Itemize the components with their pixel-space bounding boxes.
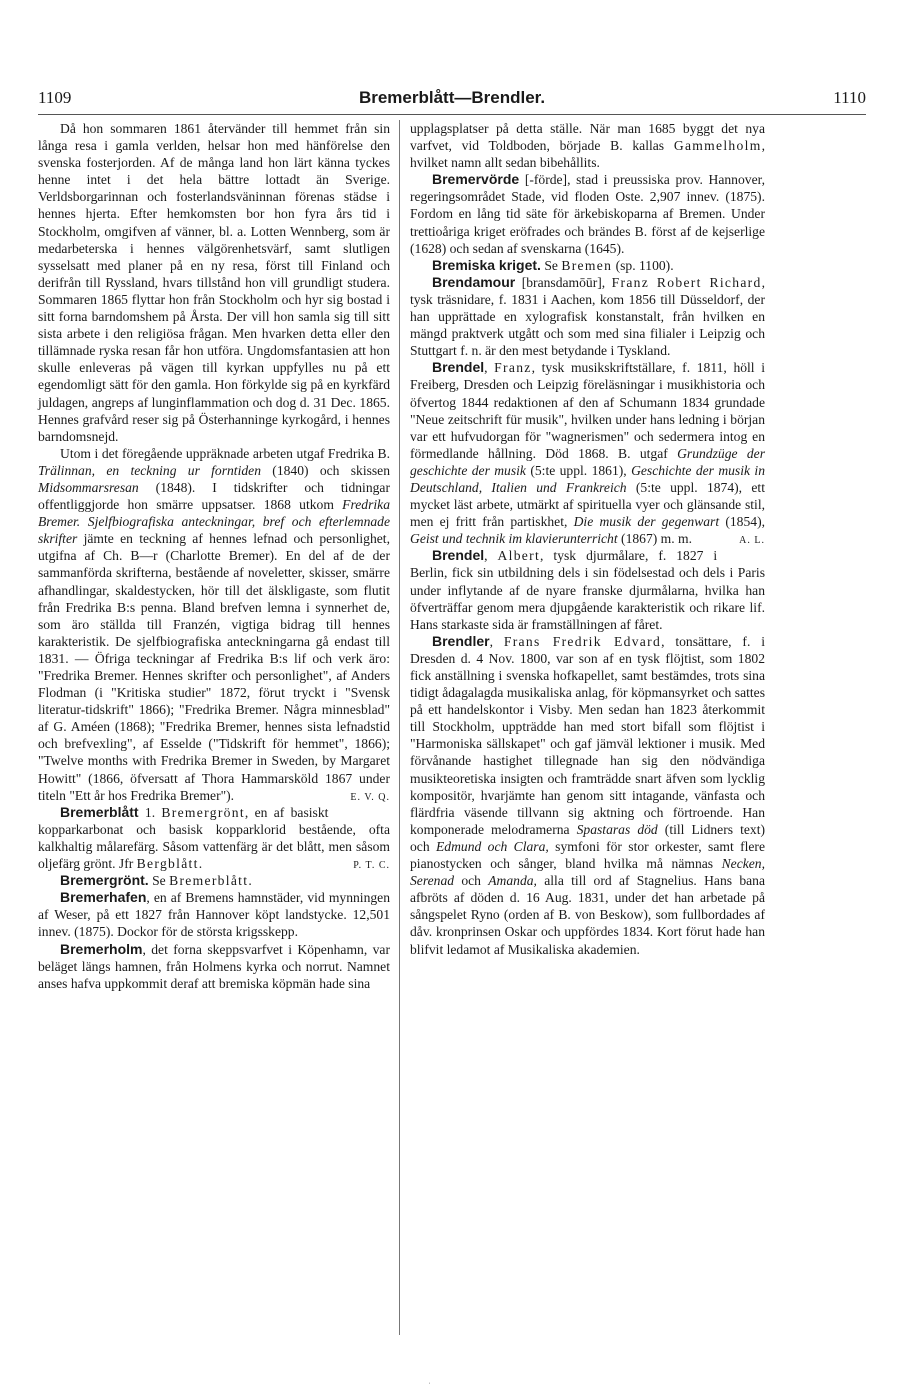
paragraph: Då hon sommaren 1861 återvänder till hemmet från sin långa resa i gamla verlden, helsar hon med hänförelse den svenska fosterjorden. Af de många land hon lärt känna tyckes henne intet i det hela bättre lottadt än Sverige. Verldsborgarinnan och fosterlandsväninnan förenas städse i hennes hjerta. Efter hemkomsten bor hon fyra års tid i Stockholm, omgifven af vänner, bl. a. Lotten Wennberg, som är medarbeterska i hennes välgörenhetsvärf, samt slutligen sysselsatt med planer på en ny resa, först till Finland och derifrån till Ryssland, hvars tillstånd hon vill grundligt studera. Sommaren 1865 flyttar hon från Stockholm och hyr sig bostad i sitt forna barndomshem på Årsta. Der vill hon samla sig till sitt sista arbete i den religiösa frågan. Men hvarken detta eller den tillämnade ryska resan får hon utföra. Ungdomsfantasien att hon skulle enleveras på vägen till kyrkan uppfylles nu på ett egendomligt sätt för den gamla. Hon förkylde sig på en kyrkfärd juldagen, angreps af lunginflammation och dog d. 31 Dec. 1865. Hennes grafvård reser sig på Österhanninge kyrkogård, i hennes barndomsnejd. xyxy=(38,121,390,444)
author-signature: E. V. Q. xyxy=(350,791,390,803)
paragraph-continued: upplagsplatser på detta ställe. När man 1685 byggt det nya varfvet, vid Toldboden, började B. kallas Gammelholm, hvilket namn allt sedan bibehållits. xyxy=(410,121,765,171)
headword: Brendamour xyxy=(432,273,516,290)
header-rule xyxy=(38,114,866,115)
headword: Brendel xyxy=(432,547,485,564)
entry-brendel-franz: Brendel, Franz, tysk musikskriftställare, f. 1811, höll i Freiberg, Dresden och Leipzig föreläsningar i musikhistoria och öfvertog 1844 redaktionen af den af Schumann 1834 grundade "Neue zeitschrift für musik", hvilken under hans ledning i början var ett hufvudorgan för "wagnerismen" och sedermera intog en förmedlande hållning. Död 1868. B. utgaf Grundzüge der geschichte der musik (5:te uppl. 1861), Geschichte der musik in Deutschland, Italien und Frankreich (5:te uppl. 1874), ett mycket läst arbete, utmärkt af spirituella vyer och glänsande stil, men ej fritt från partiskhet, Die musik der gegenwart (1854), Geist und technik im klavierunterricht (1867) m. m. A. L. xyxy=(410,359,765,547)
headword: Bremerblått xyxy=(60,803,139,820)
entry-bremiska-kriget: Bremiska kriget. Se Bremen (sp. 1100). xyxy=(432,256,674,273)
headword: Brendler xyxy=(432,632,490,649)
headword: Brendel xyxy=(432,359,485,376)
page-number-right: 1110 xyxy=(833,88,866,107)
right-column xyxy=(410,120,765,958)
running-title: Bremerblått—Brendler. xyxy=(358,88,546,107)
paragraph: Utom i det föregående uppräknade arbeten utgaf Fredrika B. Trälinnan, en teckning ur forntiden (1840) och skissen Midsommarsresan (1848). I tidskrifter och tidningar offentliggjorde hon smärre uppsatser. 1868 utkom Fredrika Bremer. Sjelfbiografiska anteckningar, bref och efterlemnade skrifter jämte en teckning af hennes lefnad och personlighet, utgifna af Ch. B—r (Charlotte Bremer). En del af de der sammanförda skrifterna, bestående af noveletter, skisser, smärre afhandlingar, skaldestycken, hör till det älskligaste, som flutit från Fredrika B:s penna. Bland brefven lemna i synnerhet de, som äro ställda till Franzén, vigtiga bidrag till hennes karakteristik. De sjelfbiografiska anteckningarna gå endast till 1831. — Öfriga teckningar af Fredrika B:s lif och verk äro: "Fredrika Bremer. Hennes skrifter och personlighet", af Anders Flodman (i "Kritiska studier" 1872, förut tryckt i "Svensk literatur-tidskrift" 1866); "Fredrika Bremer. Några minnesblad" af G. Améen (1868); "Fredrika Bremer, hennes sista lefnadstid och brefvexling", af Esselde ("Tidskrift för hemmet", 1866); "Twelve months with Fredrika Bremer in Sweden, by Margaret Howitt" (1866, öfversatt af Thora Hammarsköld 1867 under titeln "Ett år hos Fredrika Bremer"). E. V. Q. xyxy=(38,445,390,804)
column-divider xyxy=(399,120,400,1335)
entry-brendamour: Brendamour [bransdamōūr], Franz Robert Richard, tysk träsnidare, f. 1831 i Aachen, kom 1856 till Düsseldorf, der han upprättade en xylografisk konstanstalt, från hvilken en mängd praktverk utgått och som med sina filialer i Leipzig och Stuttgart f. n. är den mest betydande i Tyskland. xyxy=(410,273,766,359)
print-speck: ˌ xyxy=(428,1374,431,1384)
headword: Bremiska kriget. xyxy=(432,256,541,273)
author-signature: A. L. xyxy=(739,535,765,547)
left-column xyxy=(38,120,390,992)
headword: Bremerhafen xyxy=(60,889,147,906)
headword: Bremervörde xyxy=(432,171,520,188)
entry-brendel-albert: Brendel, Albert, tysk djurmålare, f. 1827 i Berlin, fick sin utbildning dels i sin födelsestad och dels i Paris under inflytande af de nyare franske djurmålarna, hvilka han öfverträffar genom mera djupgående karakteristik och rikare lif. Hans starkaste sida är framställningen af fåret. xyxy=(410,547,765,632)
entry-bremerhafen: Bremerhafen, en af Bremens hamnstäder, vid mynningen af Weser, på ett 1827 från Hannover köpt landstycke. 12,501 innev. (1875). Dockor för de största krigsskepp. xyxy=(38,889,390,940)
entry-bremergront: Bremergrönt. Se Bremerblått. xyxy=(60,872,252,889)
headword: Bremergrönt. xyxy=(60,872,149,889)
entry-bremervorde: Bremervörde [-förde], stad i preussiska prov. Hannover, regeringsområdet Stade, vid floden Oste. 2,907 innev. (1875). Fordom en lång tid säte för ärkebiskoparna af Bremen. Under trettioåriga kriget eröfrades och brändes B. först af de kejserlige (1628) och sedan af svenskarna (1645). xyxy=(410,171,765,256)
headword: Bremerholm xyxy=(60,940,143,957)
page-header xyxy=(38,88,866,110)
entry-bremerblatt: Bremerblått 1. Bremergrönt, en af basiskt kopparkarbonat och basisk kopparklorid bestående, ofta kalkhaltig målarefärg. Såsom vattenfärg är det blått, men såsom oljefärg grönt. Jfr Bergblått. P. T. C. xyxy=(38,804,390,872)
entry-brendler: Brendler, Frans Fredrik Edvard, tonsättare, f. i Dresden d. 4 Nov. 1800, var son af en tysk flöjtist, som 1802 fick anställning i svenska hofkapellet, samt bestämdes, trots sina tidigt ådagalagda musikaliska anlag, för köpmansyrket och sattes på ett handelskontor i Visby. Men sedan han 1823 återkommit till Stockholm, uppträdde han med stort bifall som flöjtist i "Harmoniska sällskapet" och gaf jämväl lektioner i musik. Med förvånande hastighet tillegnade han sig den nödvändiga musikteoretiska insigten och framträdde snart äfven som lycklig kompositör, hvarjämte han genom sitt intagande, vänfasta och flärdfria väsende tillvann sig aktning och förtroende. Han komponerade melodramerna Spastaras död (till Lidners text) och Edmund och Clara, symfoni för stor orkester, samt flere pianostycken och sånger, bland hvilka må nämnas Necken, Serenad och Amanda, alla till ord af Stagnelius. Hans bana afbröts af döden d. 16 Aug. 1831, under det han arbetade på sångspelet Ryno (orden af B. von Beskow), som fullbordades af dåv. kronprinsen Oskar och uppfördes 1834. Kort förut hade han blifvit ledamot af Musikaliska akademien. xyxy=(410,632,765,957)
author-signature: P. T. C. xyxy=(353,860,390,872)
entry-bremerholm: Bremerholm, det forna skeppsvarfvet i Köpenhamn, var beläget längs hamnen, från Holmens kyrka och norrut. Namnet anses hafva uppkommit deraf att bremiska köpmän hade sina xyxy=(38,940,390,991)
page-number-left: 1109 xyxy=(38,88,72,107)
